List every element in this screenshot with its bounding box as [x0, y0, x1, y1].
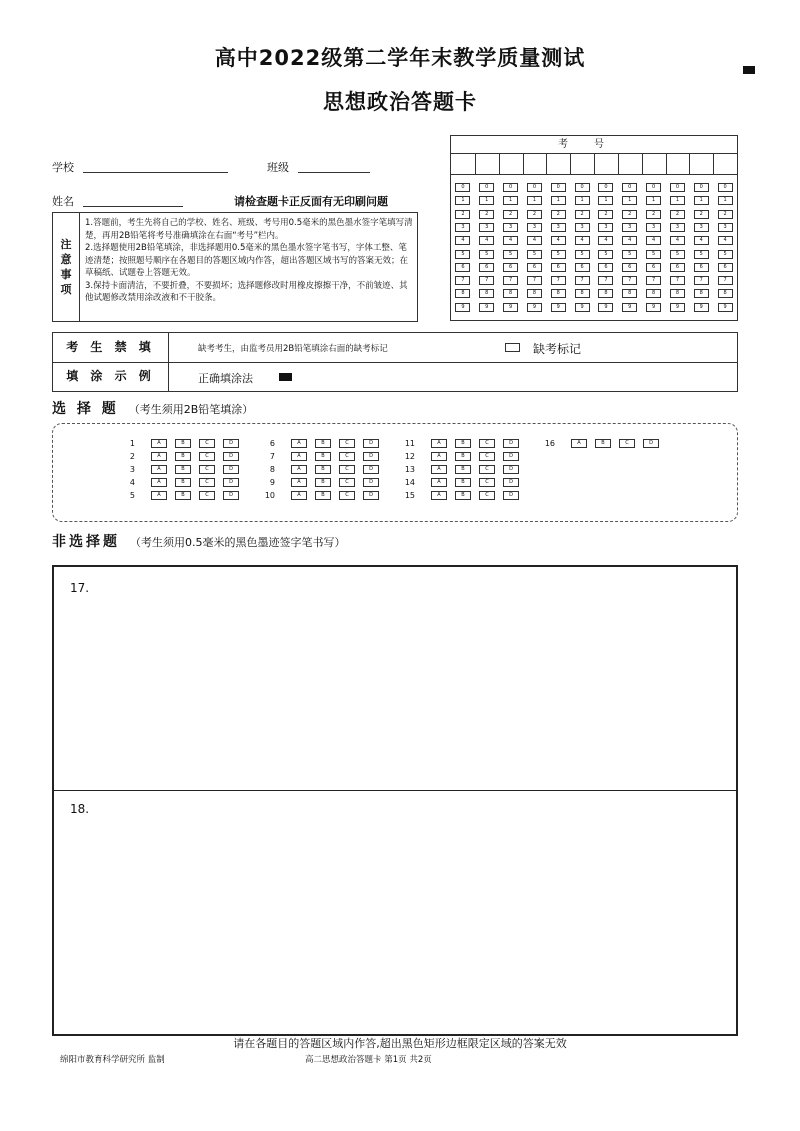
notice-heading-char: 项	[60, 283, 72, 296]
exam-cell-divider	[475, 154, 476, 174]
exam-digit-bubble[interactable]: 3	[503, 223, 518, 232]
choice-option-bubble[interactable]: D	[363, 478, 379, 487]
exam-digit-bubble[interactable]: 8	[575, 289, 590, 298]
exam-digit-bubble[interactable]: 0	[575, 183, 590, 192]
exam-digit-bubble[interactable]: 8	[455, 289, 470, 298]
exam-digit-bubble[interactable]: 1	[527, 196, 542, 205]
choice-option-bubble[interactable]: D	[503, 491, 519, 500]
exam-digit-bubble[interactable]: 3	[622, 223, 637, 232]
class-label: 班级	[267, 161, 289, 174]
exam-digit-bubble[interactable]: 5	[646, 250, 661, 259]
choice-option-bubble[interactable]: D	[363, 465, 379, 474]
exam-digit-bubble[interactable]: 9	[503, 303, 518, 312]
choice-option-bubble[interactable]: D	[223, 478, 239, 487]
choice-option-bubble[interactable]: B	[455, 452, 471, 461]
exam-digit-bubble[interactable]: 3	[527, 223, 542, 232]
exam-digit-bubble[interactable]: 2	[455, 210, 470, 219]
exam-digit-bubble[interactable]: 8	[694, 289, 709, 298]
choice-option-bubble[interactable]: A	[291, 465, 307, 474]
choice-option-bubble[interactable]: A	[151, 439, 167, 448]
exam-digit-bubble[interactable]: 9	[455, 303, 470, 312]
choice-question-number: 6	[269, 439, 275, 448]
name-label: 姓名	[52, 195, 74, 208]
exam-digit-bubble[interactable]: 6	[551, 263, 566, 272]
choice-option-bubble[interactable]: A	[291, 452, 307, 461]
exam-digit-bubble[interactable]: 5	[479, 250, 494, 259]
choice-option-bubble[interactable]: B	[315, 465, 331, 474]
exam-cell-divider	[546, 154, 547, 174]
choice-option-bubble[interactable]: A	[431, 478, 447, 487]
exam-cell-divider	[666, 154, 667, 174]
choice-option-bubble[interactable]: D	[643, 439, 659, 448]
exam-digit-bubble[interactable]: 3	[598, 223, 613, 232]
choice-question-number: 4	[129, 478, 135, 487]
free-title: 非选择题	[52, 534, 120, 550]
exam-digit-bubble[interactable]: 3	[575, 223, 590, 232]
name-field[interactable]	[83, 194, 183, 207]
exam-digit-bubble[interactable]: 9	[670, 303, 685, 312]
exam-digit-bubble[interactable]: 5	[694, 250, 709, 259]
exam-digit-bubble[interactable]: 7	[455, 276, 470, 285]
school-label: 学校	[52, 161, 74, 174]
choice-option-bubble[interactable]: A	[151, 465, 167, 474]
exam-digit-bubble[interactable]: 7	[694, 276, 709, 285]
exam-digit-bubble[interactable]: 8	[622, 289, 637, 298]
exam-digit-bubble[interactable]: 5	[455, 250, 470, 259]
choice-option-bubble[interactable]: B	[315, 478, 331, 487]
exam-digit-bubble[interactable]: 8	[646, 289, 661, 298]
exam-digit-bubble[interactable]: 6	[670, 263, 685, 272]
exam-digit-bubble[interactable]: 4	[598, 236, 613, 245]
answer-area-17[interactable]	[54, 567, 736, 791]
choice-answer-area	[52, 423, 738, 522]
footer-warning: 请在各题目的答题区域内作答,超出黑色矩形边框限定区域的答案无效	[233, 1037, 567, 1050]
page-subtitle: 思想政治答题卡	[323, 90, 477, 114]
exam-digit-bubble[interactable]: 7	[503, 276, 518, 285]
choice-option-bubble[interactable]: C	[479, 439, 495, 448]
exam-digit-bubble[interactable]: 0	[598, 183, 613, 192]
choice-option-bubble[interactable]: C	[619, 439, 635, 448]
choice-question-number: 5	[129, 491, 135, 500]
absent-mark-label: 缺考标记	[533, 342, 582, 356]
exam-digit-bubble[interactable]: 1	[646, 196, 661, 205]
notice-item: 1.答题前，考生先将自己的学校、姓名、班级、考号用0.5毫米的黑色墨水签字笔填写清楚，再用2B铅笔将考号准确填涂在右面“考号”栏内。	[85, 218, 413, 241]
exam-cell-divider	[570, 154, 571, 174]
choice-option-bubble[interactable]: D	[503, 465, 519, 474]
choice-option-bubble[interactable]: B	[315, 452, 331, 461]
choice-option-bubble[interactable]: B	[455, 478, 471, 487]
exam-digit-bubble[interactable]: 0	[670, 183, 685, 192]
exam-digit-bubble[interactable]: 2	[718, 210, 733, 219]
footer-page-info: 高二思想政治答题卡 第1页 共2页	[305, 1055, 432, 1065]
choice-option-bubble[interactable]: D	[503, 439, 519, 448]
choice-option-bubble[interactable]: D	[223, 491, 239, 500]
choice-option-bubble[interactable]: B	[455, 491, 471, 500]
exam-digit-bubble[interactable]: 6	[598, 263, 613, 272]
choice-option-bubble[interactable]: A	[291, 478, 307, 487]
exam-digit-bubble[interactable]: 4	[455, 236, 470, 245]
exam-digit-bubble[interactable]: 3	[670, 223, 685, 232]
exam-number-write-cells[interactable]	[451, 154, 737, 175]
exam-digit-bubble[interactable]: 4	[718, 236, 733, 245]
choice-question-number: 12	[404, 452, 415, 461]
exam-cell-divider	[594, 154, 595, 174]
exam-digit-bubble[interactable]: 5	[527, 250, 542, 259]
choice-question-number: 2	[129, 452, 135, 461]
class-field[interactable]	[298, 160, 370, 173]
example-text: 正确填涂法	[198, 372, 253, 385]
exam-digit-bubble[interactable]: 1	[622, 196, 637, 205]
choice-option-bubble[interactable]: C	[339, 491, 355, 500]
exam-cell-divider	[499, 154, 500, 174]
question-17-label: 17.	[70, 581, 90, 595]
choice-question-number: 15	[404, 491, 415, 500]
absent-label: 考 生 禁 填	[66, 340, 155, 354]
choice-option-bubble[interactable]: A	[571, 439, 587, 448]
exam-digit-bubble[interactable]: 2	[527, 210, 542, 219]
exam-digit-bubble[interactable]: 8	[718, 289, 733, 298]
exam-digit-bubble[interactable]: 3	[455, 223, 470, 232]
notice-item: 3.保持卡面清洁，不要折叠，不要损坏；选择题修改时用橡皮擦擦干净，不前皱迹、其他试题修改禁用涂改液和不干胶条。	[85, 280, 408, 303]
exam-digit-bubble[interactable]: 0	[527, 183, 542, 192]
exam-digit-bubble[interactable]: 0	[622, 183, 637, 192]
exam-digit-bubble[interactable]: 7	[479, 276, 494, 285]
exam-digit-bubble[interactable]: 3	[646, 223, 661, 232]
choice-option-bubble[interactable]: D	[223, 465, 239, 474]
notice-box	[52, 212, 418, 322]
exam-digit-bubble[interactable]: 4	[646, 236, 661, 245]
exam-digit-bubble[interactable]: 4	[503, 236, 518, 245]
exam-digit-bubble[interactable]: 9	[575, 303, 590, 312]
footer-supervisor: 绵阳市教育科学研究所 监制	[60, 1055, 165, 1065]
choice-option-bubble[interactable]: A	[291, 491, 307, 500]
exam-digit-bubble[interactable]: 6	[694, 263, 709, 272]
choice-option-bubble[interactable]: C	[199, 465, 215, 474]
exam-digit-bubble[interactable]: 9	[551, 303, 566, 312]
choice-option-bubble[interactable]: A	[151, 452, 167, 461]
exam-digit-bubble[interactable]: 9	[622, 303, 637, 312]
choice-question-number: 11	[404, 439, 415, 448]
choice-question-number: 7	[269, 452, 275, 461]
choice-question-number: 8	[269, 465, 275, 474]
choice-option-bubble[interactable]: A	[151, 478, 167, 487]
choice-question-number: 10	[264, 491, 275, 500]
exam-digit-bubble[interactable]: 5	[598, 250, 613, 259]
exam-digit-bubble[interactable]: 1	[551, 196, 566, 205]
exam-cell-divider	[523, 154, 524, 174]
exam-cell-divider	[642, 154, 643, 174]
exam-digit-bubble[interactable]: 0	[694, 183, 709, 192]
choice-option-bubble[interactable]: D	[503, 452, 519, 461]
choice-option-bubble[interactable]: C	[479, 478, 495, 487]
choice-option-bubble[interactable]: A	[291, 439, 307, 448]
exam-digit-bubble[interactable]: 7	[622, 276, 637, 285]
free-section-title	[52, 531, 346, 551]
notice-heading-char: 事	[60, 268, 72, 281]
choice-option-bubble[interactable]: C	[199, 478, 215, 487]
notice-heading	[53, 213, 80, 321]
choice-option-bubble[interactable]: D	[363, 439, 379, 448]
choice-question-number: 9	[269, 478, 275, 487]
choice-option-bubble[interactable]: B	[175, 465, 191, 474]
exam-digit-bubble[interactable]: 8	[670, 289, 685, 298]
choice-option-bubble[interactable]: A	[431, 465, 447, 474]
exam-digit-bubble[interactable]: 5	[622, 250, 637, 259]
exam-digit-bubble[interactable]: 5	[503, 250, 518, 259]
free-note: （考生须用0.5毫米的黑色墨迹签字笔书写）	[130, 536, 346, 549]
exam-digit-bubble[interactable]: 1	[455, 196, 470, 205]
exam-digit-bubble[interactable]: 3	[479, 223, 494, 232]
exam-digit-bubble[interactable]: 8	[479, 289, 494, 298]
exam-digit-bubble[interactable]: 0	[503, 183, 518, 192]
choice-option-bubble[interactable]: D	[363, 452, 379, 461]
example-label: 填 涂 示 例	[66, 369, 155, 383]
exam-digit-bubble[interactable]: 6	[527, 263, 542, 272]
exam-digit-bubble[interactable]: 1	[670, 196, 685, 205]
filled-example-mark	[279, 373, 292, 381]
exam-digit-bubble[interactable]: 4	[575, 236, 590, 245]
exam-digit-bubble[interactable]: 6	[718, 263, 733, 272]
choice-section-title	[52, 398, 253, 418]
exam-digit-bubble[interactable]: 6	[622, 263, 637, 272]
exam-digit-bubble[interactable]: 8	[551, 289, 566, 298]
exam-digit-bubble[interactable]: 9	[598, 303, 613, 312]
exam-digit-bubble[interactable]: 9	[527, 303, 542, 312]
choice-option-bubble[interactable]: A	[151, 491, 167, 500]
exam-digit-bubble[interactable]: 7	[670, 276, 685, 285]
exam-digit-bubble[interactable]: 9	[646, 303, 661, 312]
exam-digit-bubble[interactable]: 3	[718, 223, 733, 232]
exam-cell-divider	[618, 154, 619, 174]
choice-option-bubble[interactable]: C	[479, 491, 495, 500]
choice-option-bubble[interactable]: C	[339, 465, 355, 474]
choice-option-bubble[interactable]: B	[175, 478, 191, 487]
absent-mark-box[interactable]	[505, 343, 520, 352]
choice-option-bubble[interactable]: C	[199, 452, 215, 461]
exam-digit-bubble[interactable]: 2	[479, 210, 494, 219]
choice-note: （考生须用2B铅笔填涂）	[128, 403, 254, 416]
exam-digit-bubble[interactable]: 0	[718, 183, 733, 192]
notice-heading-char: 注	[60, 238, 72, 251]
choice-option-bubble[interactable]: C	[479, 465, 495, 474]
page-title: 高中2022级第二学年末教学质量测试	[214, 46, 586, 70]
exam-digit-bubble[interactable]: 3	[694, 223, 709, 232]
exam-digit-bubble[interactable]: 6	[503, 263, 518, 272]
choice-option-bubble[interactable]: C	[339, 478, 355, 487]
exam-digit-bubble[interactable]: 2	[694, 210, 709, 219]
exam-cell-divider	[713, 154, 714, 174]
notice-item: 2.选择题使用2B铅笔填涂，非选择题用0.5毫米的黑色墨水签字笔书写，字体工整、笔迹清楚；按照题号顺序在各题目的答题区域内作答，超出答题区域书写的答案无效；在草稿纸、试题卷上答题无效。	[85, 243, 409, 278]
exam-digit-bubble[interactable]: 7	[575, 276, 590, 285]
exam-digit-bubble[interactable]: 2	[646, 210, 661, 219]
exam-digit-bubble[interactable]: 1	[479, 196, 494, 205]
exam-digit-bubble[interactable]: 4	[694, 236, 709, 245]
choice-question-number: 1	[129, 439, 135, 448]
print-check-notice: 请检查题卡正反面有无印刷问题	[234, 195, 388, 208]
exam-digit-bubble[interactable]: 6	[479, 263, 494, 272]
choice-option-bubble[interactable]: A	[431, 491, 447, 500]
exam-digit-bubble[interactable]: 4	[479, 236, 494, 245]
exam-digit-bubble[interactable]: 7	[551, 276, 566, 285]
exam-digit-bubble[interactable]: 0	[455, 183, 470, 192]
choice-option-bubble[interactable]: C	[339, 439, 355, 448]
exam-digit-bubble[interactable]: 5	[718, 250, 733, 259]
exam-digit-bubble[interactable]: 0	[479, 183, 494, 192]
alignment-marker	[743, 66, 755, 74]
exam-digit-bubble[interactable]: 1	[598, 196, 613, 205]
choice-option-bubble[interactable]: C	[479, 452, 495, 461]
exam-digit-bubble[interactable]: 8	[503, 289, 518, 298]
exam-digit-bubble[interactable]: 7	[527, 276, 542, 285]
choice-option-bubble[interactable]: D	[223, 439, 239, 448]
school-field[interactable]	[83, 160, 228, 173]
choice-option-bubble[interactable]: D	[223, 452, 239, 461]
choice-option-bubble[interactable]: B	[315, 491, 331, 500]
absent-instruction: 缺考考生，由监考员用2B铅笔填涂右面的缺考标记	[198, 344, 388, 354]
exam-digit-bubble[interactable]: 4	[670, 236, 685, 245]
exam-number-header: 考号	[451, 136, 737, 154]
choice-option-bubble[interactable]: B	[595, 439, 611, 448]
choice-question-number: 13	[404, 465, 415, 474]
choice-title: 选 择 题	[52, 401, 119, 417]
question-18-label: 18.	[70, 802, 90, 816]
exam-digit-bubble[interactable]: 2	[622, 210, 637, 219]
exam-number-grid	[450, 135, 738, 321]
exam-digit-bubble[interactable]: 2	[598, 210, 613, 219]
exam-digit-bubble[interactable]: 6	[455, 263, 470, 272]
choice-option-bubble[interactable]: B	[315, 439, 331, 448]
exam-digit-bubble[interactable]: 2	[503, 210, 518, 219]
choice-question-number: 14	[404, 478, 415, 487]
choice-option-bubble[interactable]: D	[503, 478, 519, 487]
exam-digit-bubble[interactable]: 5	[575, 250, 590, 259]
choice-option-bubble[interactable]: B	[455, 439, 471, 448]
exam-digit-bubble[interactable]: 7	[598, 276, 613, 285]
answer-frame	[52, 565, 738, 1036]
exam-digit-bubble[interactable]: 1	[503, 196, 518, 205]
exam-digit-bubble[interactable]: 4	[551, 236, 566, 245]
exam-cell-divider	[689, 154, 690, 174]
exam-digit-bubble[interactable]: 2	[575, 210, 590, 219]
exam-digit-bubble[interactable]: 2	[551, 210, 566, 219]
exam-digit-bubble[interactable]: 5	[551, 250, 566, 259]
exam-digit-bubble[interactable]: 8	[527, 289, 542, 298]
exam-digit-bubble[interactable]: 6	[575, 263, 590, 272]
info-box	[52, 332, 738, 392]
choice-option-bubble[interactable]: C	[199, 491, 215, 500]
choice-option-bubble[interactable]: C	[339, 452, 355, 461]
answer-area-18[interactable]	[54, 791, 736, 1034]
choice-option-bubble[interactable]: B	[455, 465, 471, 474]
choice-option-bubble[interactable]: B	[175, 491, 191, 500]
exam-digit-bubble[interactable]: 5	[670, 250, 685, 259]
exam-digit-bubble[interactable]: 7	[646, 276, 661, 285]
choice-option-bubble[interactable]: A	[431, 439, 447, 448]
exam-digit-bubble[interactable]: 1	[694, 196, 709, 205]
exam-digit-bubble[interactable]: 9	[479, 303, 494, 312]
choice-question-number: 3	[129, 465, 135, 474]
exam-digit-bubble[interactable]: 0	[646, 183, 661, 192]
choice-option-bubble[interactable]: C	[199, 439, 215, 448]
exam-digit-bubble[interactable]: 1	[718, 196, 733, 205]
exam-digit-bubble[interactable]: 4	[527, 236, 542, 245]
choice-option-bubble[interactable]: A	[431, 452, 447, 461]
choice-option-bubble[interactable]: B	[175, 452, 191, 461]
exam-digit-bubble[interactable]: 2	[670, 210, 685, 219]
choice-option-bubble[interactable]: D	[363, 491, 379, 500]
exam-digit-bubble[interactable]: 1	[575, 196, 590, 205]
exam-digit-bubble[interactable]: 7	[718, 276, 733, 285]
exam-digit-bubble[interactable]: 9	[694, 303, 709, 312]
choice-option-bubble[interactable]: B	[175, 439, 191, 448]
exam-digit-bubble[interactable]: 6	[646, 263, 661, 272]
notice-heading-char: 意	[60, 253, 72, 266]
exam-digit-bubble[interactable]: 0	[551, 183, 566, 192]
exam-digit-bubble[interactable]: 4	[622, 236, 637, 245]
exam-digit-bubble[interactable]: 3	[551, 223, 566, 232]
exam-digit-bubble[interactable]: 9	[718, 303, 733, 312]
exam-digit-bubble[interactable]: 8	[598, 289, 613, 298]
choice-question-number: 16	[544, 439, 555, 448]
